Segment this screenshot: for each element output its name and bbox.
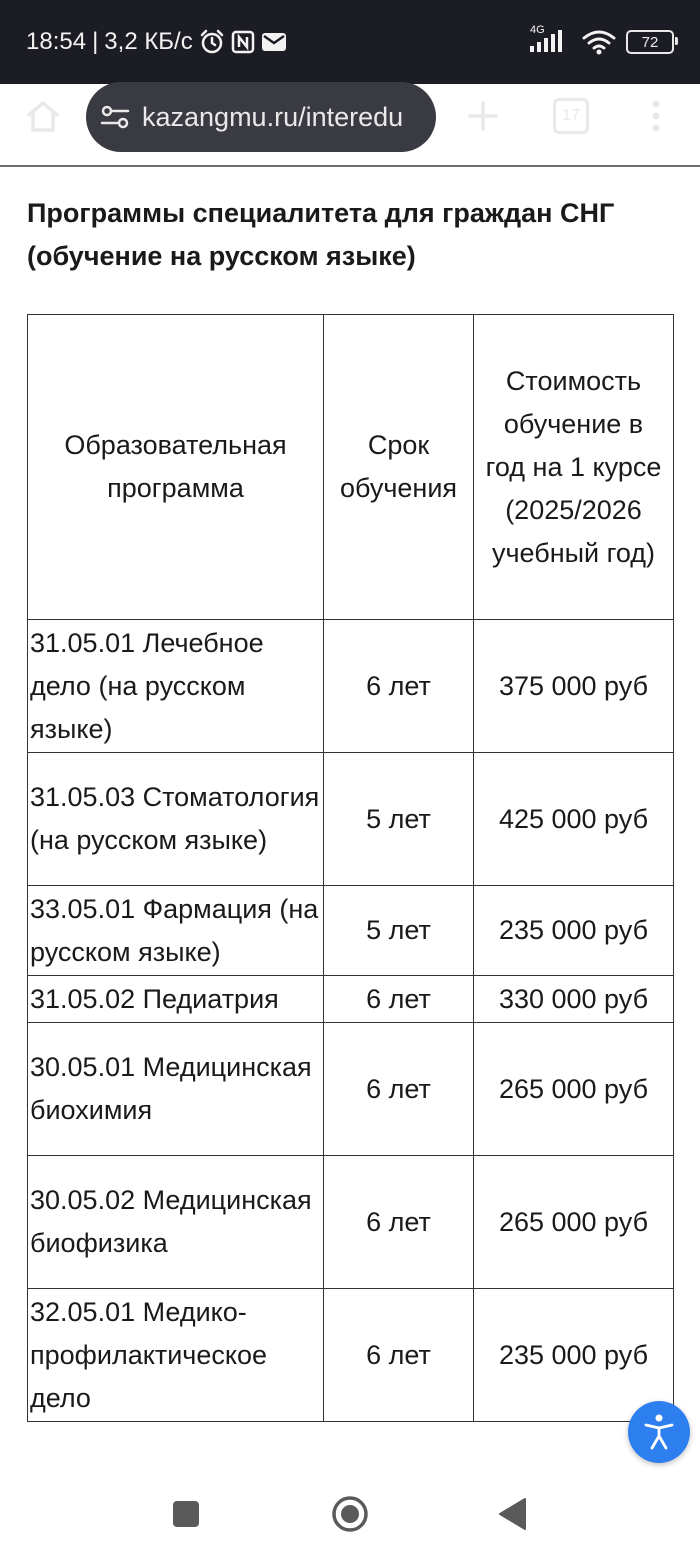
table-row — [28, 1289, 674, 1422]
table-row — [28, 886, 674, 976]
table-row — [28, 1156, 674, 1289]
status-separator: | — [92, 28, 99, 55]
recents-square-icon — [172, 1500, 200, 1528]
duration-cell: 6 лет — [324, 976, 474, 1023]
table-header-row — [28, 315, 674, 620]
cost-cell: 375 000 руб — [474, 620, 674, 753]
program-cell: 30.05.01 Медицинская биохимия — [28, 1023, 324, 1156]
home-icon — [25, 98, 61, 134]
url-bar[interactable] — [86, 82, 436, 152]
tab-switcher-button[interactable] — [548, 92, 594, 140]
new-tab-button[interactable] — [460, 92, 506, 140]
toolbar-divider — [0, 165, 700, 167]
duration-cell: 6 лет — [324, 1156, 474, 1289]
header-program: Образовательная программа — [28, 315, 324, 620]
cost-cell: 265 000 руб — [474, 1156, 674, 1289]
tab-switcher-icon — [553, 98, 589, 134]
cost-cell: 425 000 руб — [474, 753, 674, 886]
new-tab-icon — [467, 100, 499, 132]
program-cell: 31.05.02 Педиатрия — [28, 976, 324, 1023]
duration-cell: 5 лет — [324, 753, 474, 886]
browser-toolbar — [0, 0, 700, 166]
duration-cell: 5 лет — [324, 886, 474, 976]
duration-cell: 6 лет — [324, 620, 474, 753]
recents-button[interactable] — [158, 1488, 214, 1540]
cost-cell: 235 000 руб — [474, 1289, 674, 1422]
back-triangle-icon — [497, 1497, 527, 1531]
home-button[interactable] — [18, 90, 68, 142]
accessibility-button[interactable] — [628, 1401, 690, 1463]
table-row — [28, 620, 674, 753]
table-row — [28, 976, 674, 1023]
program-cell: 31.05.03 Стоматология (на русском языке) — [28, 753, 324, 886]
home-nav-button[interactable] — [322, 1488, 378, 1540]
page-heading: Программы специалитета для граждан СНГ (обучение на русском языке) — [27, 198, 615, 271]
system-nav-bar — [0, 1470, 700, 1556]
program-cell: 32.05.01 Медико-профилактическое дело — [28, 1289, 324, 1422]
more-menu-icon — [651, 99, 661, 133]
network-speed: 3,2 КБ/с — [104, 28, 193, 55]
site-settings-icon[interactable] — [98, 100, 132, 134]
header-cost: Стоимость обучение в год на 1 курсе (2025/2026 учебный год) — [474, 315, 674, 620]
tab-count: 17 — [562, 107, 580, 124]
back-button[interactable] — [484, 1488, 540, 1540]
network-type: 4G — [530, 24, 545, 36]
duration-cell: 6 лет — [324, 1023, 474, 1156]
cost-cell: 330 000 руб — [474, 976, 674, 1023]
battery-level: 72 — [641, 33, 659, 51]
cost-cell: 265 000 руб — [474, 1023, 674, 1156]
table-row — [28, 1023, 674, 1156]
table-row — [28, 753, 674, 886]
program-cell: 31.05.01 Лечебное дело (на русском языке) — [28, 620, 324, 753]
programs-table — [27, 314, 674, 1422]
cost-cell: 235 000 руб — [474, 886, 674, 976]
accessibility-icon — [642, 1413, 676, 1451]
program-cell: 30.05.02 Медицинская биофизика — [28, 1156, 324, 1289]
status-time: 18:54 — [26, 28, 87, 55]
more-menu-button[interactable] — [636, 92, 676, 140]
url-text[interactable]: kazangmu.ru/interedu — [142, 101, 404, 132]
header-duration: Срок обучения — [324, 315, 474, 620]
home-circle-icon — [331, 1495, 369, 1533]
duration-cell: 6 лет — [324, 1289, 474, 1422]
program-cell: 33.05.01 Фармация (на русском языке) — [28, 886, 324, 976]
